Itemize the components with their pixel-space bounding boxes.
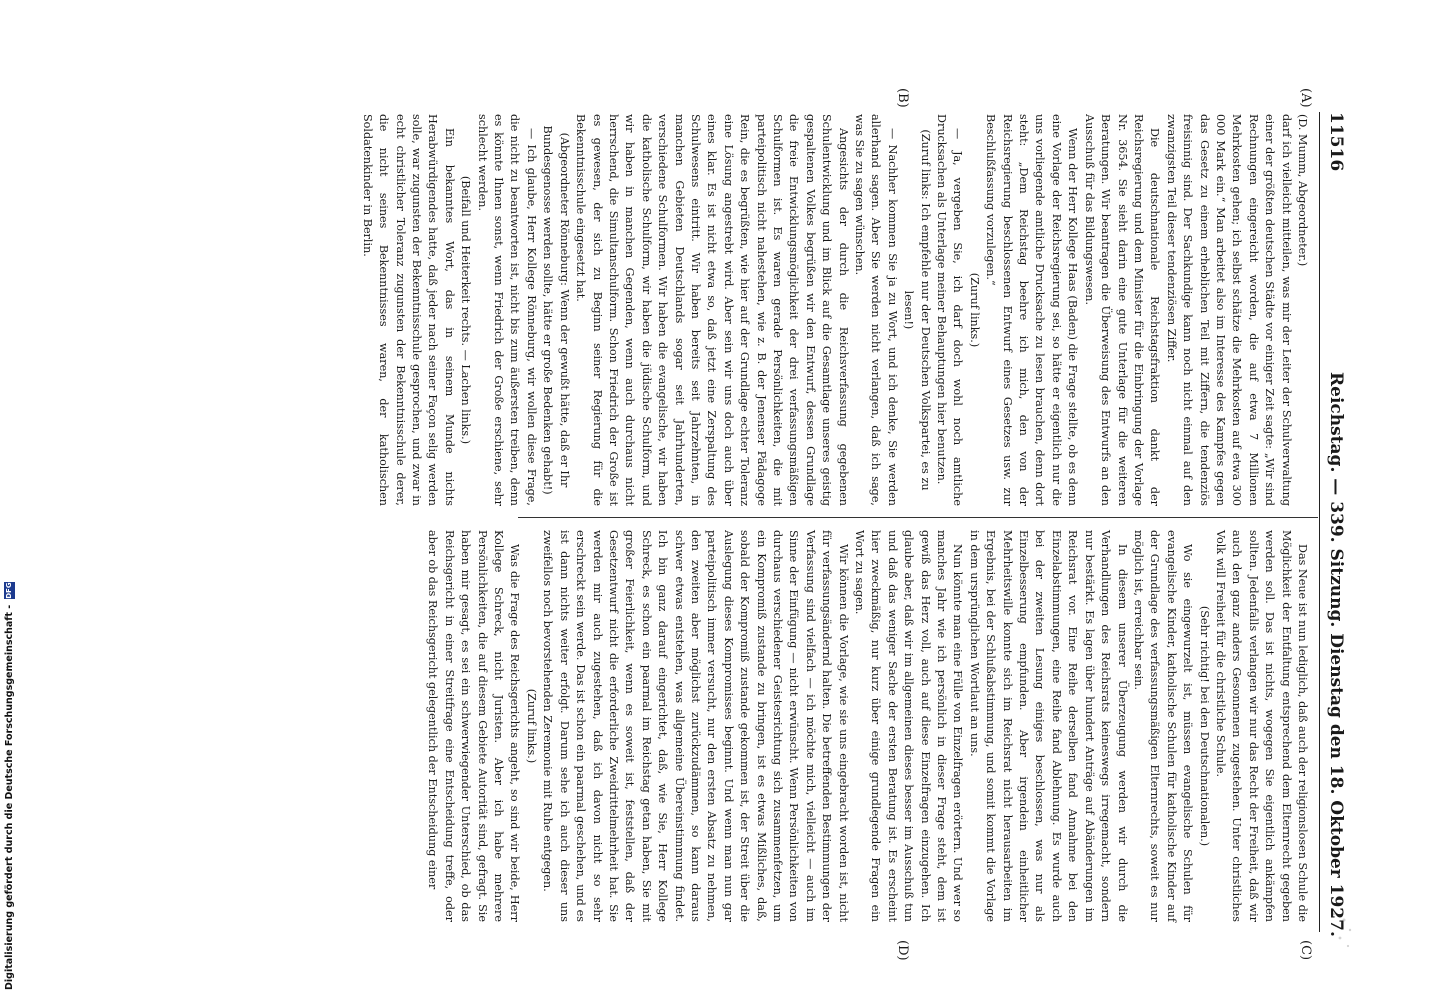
interjection: (Zuruf links.) <box>967 272 981 348</box>
paragraph: — Ja, vergeben Sie, ich darf doch wohl noch amtliche Drucksachen als Unterlage meiner Behauptungen hier benutzen. <box>935 114 965 506</box>
paragraph: darf ich vielleicht mitteilen, was mir der Leiter der Schulverwaltung einer der größten deutschen Städte vor einiger Zeit sagte: „Wir sind Rechnungen eingereicht worden, die auf etwa 7 Millionen Mehrkosten gehen; ich selbst schätze die Mehrkosten auf etwa 300 000 Mark ein.“ Man arbeitet also im Interesse des Kampfes gegen das Gesetz zu einem erheblichen Teil mit Ziffern, die tendenziös freisinnig sind. Der Sachkundige kann noch nicht einmal auf den zwanzigsten Teil dieser tendenziösen Ziffer. <box>1164 114 1293 506</box>
margin-marker-d: (D) <box>895 940 910 961</box>
speaker-line: (D. Mumm, Abgeordneter.) <box>1296 114 1309 267</box>
footer-strip <box>2 582 16 990</box>
header-rule <box>1319 112 1320 932</box>
paragraph: Die deutschnationale Reichstagsfraktion dankt der Reichsregierung und dem Minister für die Einbringung der Vorlage Nr. 3654. Sie sieht darin eine gute Unterlage für die weiteren Beratungen. Wir beantragen die Überweisung des Entwurfs an den Ausschuß für das Bildungswesen. <box>1082 114 1162 506</box>
interjection: (Sehr richtig! bei den Deutschnationalen.) <box>1197 605 1211 847</box>
paragraph: Ein bekanntes Wort, das in seinem Munde nichts Herabwürdigendes hatte, daß jeder nach seiner Façon selig werden solle, war zugunsten der Bekenntnisschule gesprochen, und zwar in echt christlicher Toleranz zugunsten der Bekenntnisschule derer, die nicht seines Bekenntnisses waren, der katholischen Soldatenkinder in Berlin. <box>360 114 456 506</box>
page-header <box>1320 112 1346 937</box>
interjection: (Zuruf links: Ich empfehle nur der Deutschen Volkspartei, es zu lesen!) <box>902 129 932 491</box>
dfg-logo: DFG <box>4 582 13 599</box>
library-stamp-mark <box>1324 900 1364 960</box>
interjection: (Zuruf links.) <box>524 688 538 764</box>
paragraph: — Nachher kommen Sie ja zu Wort, und ich denke, Sie werden allerhand sagen. Aber Sie werden nicht verlangen, daß ich sage, was Sie zu sagen wünschen. <box>853 114 899 506</box>
digitization-footer <box>2 582 16 990</box>
page-title: Reichstag. — 339. Sitzung. Dienstag den 18. Oktober 1927. <box>1326 372 1346 937</box>
paragraph: Was die Frage des Reichsgerichts angeht, so sind wir beide, Herr Kollege Schreck, nicht Juristen. Aber ich habe mehrere Persönlichkeiten, die auf diesem Gebiete Autorität sind, gefragt. Sie haben mir gesagt, es sei ein schwerwiegender Unterschied, ob das Reichsgericht in einer Streitfrage eine Entscheidung treffe, oder aber ob das Reichsgericht gelegentlich der Entscheidung einer <box>426 530 522 922</box>
margin-marker-a: (A) <box>1298 88 1313 108</box>
column-divider <box>518 517 1318 518</box>
paragraph: In diesem unserer Überzeugung werden wir durch die Verhandlungen des Reichsrats keineswegs irregemacht, sondern nur bestärkt. Es lagen über hundert Anträge auf Abänderungen im Reichsrat vor. Eine Reihe derselben fand Annahme bei den Einzelabstimmungen, eine Reihe fand Ablehnung. Es wurde auch bei der zweiten Lesung einiges beschlossen, was nur als Einzelbesserung empfunden. Aber irgendein einheitlicher Mehrheitswille konnte sich im Reichsrat nicht herausarbeiten im Ergebnis, bei der Schlußabstimmung, und somit kommt die Vorlage in dem ursprünglichen Wortlaut an uns. <box>967 530 1129 922</box>
right-text-column <box>426 530 1310 922</box>
interjection: (Abgeordneter Rönneburg: Wenn der gewußt hätte, daß er Ihr Bundesgenosse werden sollte, hätte er große Bedenken gehabt!) <box>541 125 571 495</box>
paragraph: Wir können die Vorlage, wie sie uns eingebracht worden ist, nicht für verfassungsändernd halten. Die betreffenden Bestimmungen der Verfassung sind vielfach — ich möchte mich, vielleicht — auch im Sinne der Einfügung — nicht erwünscht. Wenn Persönlichkeiten von durchaus verschiedener Geistesrichtung sich zusammenfetzen, um ein Kompromiß zustande zu bringen, ist es etwas Mißliches, daß, sobald der Kompromiß zustande gekommen ist, der Streit über die Auslegung dieses Kompromisses beginnt. Und wenn man nun gar parteipolitisch immer versucht, nur den ersten Absatz zu nehmen, den zweiten aber möglichst zurückzudämmen, so kann daraus schwer etwas entstehen, was allgemeine Übereinstimmung findet. Ich bin ganz darauf eingerichtet, daß, wie Sie, Herr Kollege Schreck, es schon ein paarmal im Reichstag getan haben, Sie mit großer Feierlichkeit, wenn es soweit ist, feststellen, daß der Gesetzentwurf nicht die erforderliche Zweidrittelmehrheit hat. Sie werden mir auch zugestehen, daß ich davon nicht so sehr erschreckt sein werde. Das ist schon ein paarmal geschehen, und es ist dann nichts weiter erfolgt. Darum sehe ich auch dieser uns zweifellos noch bevorstehenden Zeremonie mit Ruhe entgegen. <box>541 530 850 922</box>
paragraph: Wo sie eingewurzelt ist, müssen evangelische Schulen für evangelische Kinder, katholische Schulen für katholische Kinder auf der Grundlage des verfassungsmäßigen Elternrechts, soweit es nur möglich ist, erreichbar sein. <box>1131 530 1195 922</box>
paragraph: — Ich glaube, Herr Kollege Rönneburg, wir wollen diese Frage, die nicht zu beantworten ist, nicht bis zum äußersten treiben, denn es könnte Ihnen sonst, wenn Friedrich der Große erschiene, sehr schlecht werden. <box>475 114 538 506</box>
page-number: 11516 <box>1326 112 1346 172</box>
paragraph: Das Neue ist nun lediglich, daß auch der religionslosen Schule die Möglichkeit der Entfaltung entsprechend dem Elternrecht gegeben werden soll. Das ist nichts, wogegen Sie eigentlich ankämpfen sollten. Jedenfalls verlangen wir nur das Recht der Freiheit, daß wir auch den ganz anders Gesonnenen zugestehen. Unter christliches Volk will Freiheit für die christliche Schule. <box>1213 530 1309 922</box>
margin-marker-b: (B) <box>895 88 910 108</box>
paragraph: Nun könnte man eine Fülle von Einzelfragen erörtern. Und wer so manches Jahr wie ich persönlich in dieser Frage steht, dem ist gewiß das Herz voll, auch auf diese Einzelfragen einzugehen. Ich glaube aber, daß wir im allgemeinen dieses besser im Ausschuß tun und daß das weniger Sache der ersten Beratung ist. Es erscheint hier zweckmäßig, nur kurz über einige grundlegende Fragen ein Wort zu sagen. <box>853 530 965 922</box>
paragraph: Angesichts der durch die Reichsverfassung gegebenen Schulentwicklung und im Blick auf die Gesamtlage unseres geistig gespaltenen Volkes begrüßen wir den Entwurf, dessen Grundlage die freie Entwicklungsmöglichkeit der drei verfassungsmäßigen Schulformen ist. Es waren gerade Persönlichkeiten, die mit parteipolitisch nicht nahestehen, wie z. B. der Jenenser Pädagoge Rein, die es begrüßten, wie hier auf der Grundlage echter Toleranz eine Lösung angestrebt wird. Aber sein wir uns doch auch über eines klar. Es ist nicht etwa so, daß jetzt eine Zerspaltung des Schulwesens eintritt. Wir haben bereits seit Jahrzehnten, in manchen Gebieten Deutschlands sogar seit Jahrhunderten, verschiedene Schulformen. Wir haben die evangelische, wir haben die katholische Schulform, wir haben die jüdische Schulform, und wir haben in manchen Gegenden, wenn auch durchaus nicht herrschend, die Simultanschulform. Schon Friedrich der Große ist es gewesen, der sich zu Beginn seiner Regierung für die Bekenntnisschule eingesetzt hat. <box>574 114 850 506</box>
footer-credit: Digitalisierung gefördert durch die Deutsche Forschungsgemeinschaft - <box>3 604 15 990</box>
left-text-column <box>360 114 1310 506</box>
paragraph: Wenn der Herr Kollege Haas (Baden) die Frage stellte, ob es denn eine Vorlage der Reichsregierung sei, so hätte er eigentlich nur die uns vorliegende amtliche Drucksache zu lesen brauchen, denn dort steht: „Dem Reichstag beehre ich mich, den von der Reichsregierung beschlossenen Entwurf eines Gesetzes usw. zur Beschlußfassung vorzulegen.“ <box>984 114 1080 506</box>
margin-marker-c: (C) <box>1298 940 1313 961</box>
interjection: (Beifall und Heiterkeit rechts. — Lachen links.) <box>459 175 473 445</box>
